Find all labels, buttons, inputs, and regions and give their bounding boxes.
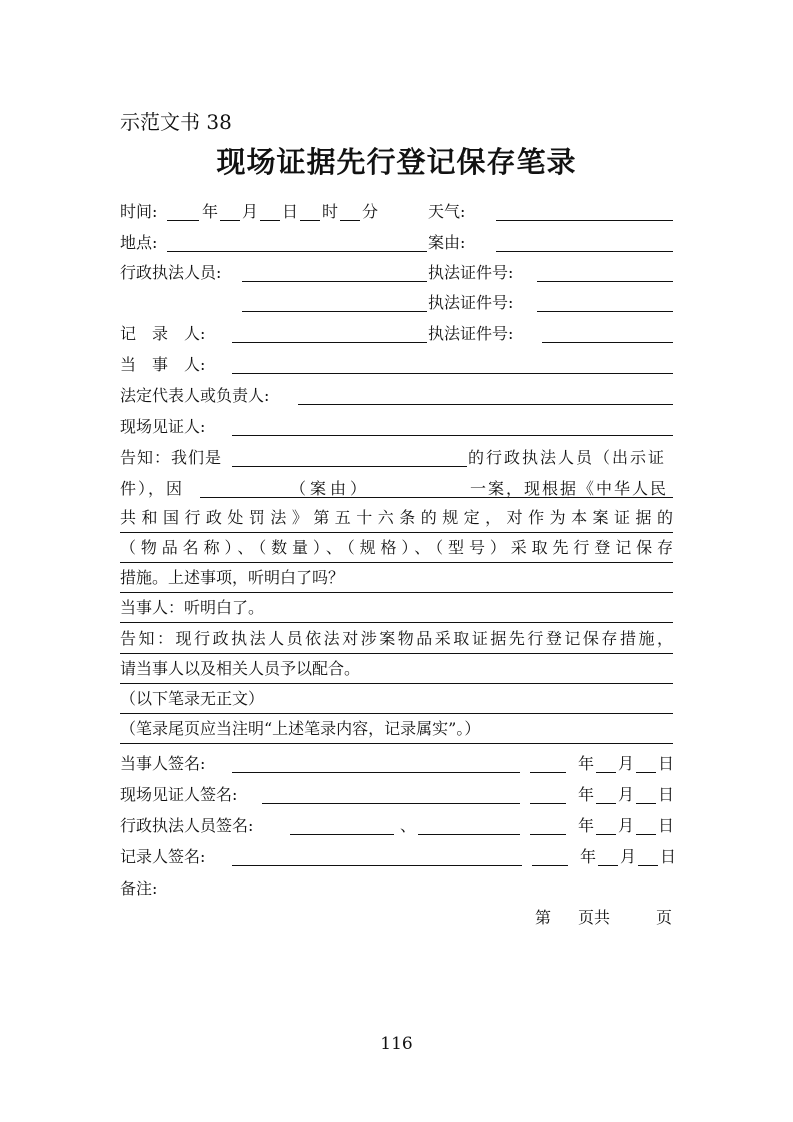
recorder-signature-row (120, 845, 677, 869)
recorder-field[interactable] (232, 342, 427, 343)
sign-day-field[interactable] (638, 865, 658, 866)
time-label: 时间: (120, 202, 158, 221)
party-signature-label: 当事人签名: (120, 754, 206, 773)
case-cause-hint: （案由） (290, 479, 371, 498)
officer-signature-field-2[interactable] (418, 834, 520, 835)
notice-line-2 (120, 477, 673, 501)
cause-field[interactable] (496, 251, 673, 252)
witness-signature-field[interactable] (262, 803, 520, 804)
closing-note: （笔录尾页应当注明“上述笔录内容，记录属实”。） (120, 717, 673, 744)
legal-rep-field[interactable] (298, 404, 673, 405)
witness-signature-label: 现场见证人签名: (120, 785, 238, 804)
year-label: 年 (578, 754, 595, 773)
agency-field[interactable] (232, 466, 467, 467)
cause-label: 案由: (428, 233, 466, 252)
month-label: 月 (618, 754, 635, 773)
day-label: 日 (658, 785, 675, 804)
place-field[interactable] (167, 251, 427, 252)
cert-no-label: 执法证件号: (428, 263, 514, 282)
notice-line-5: 措施。上述事项，听明白了吗？ (120, 566, 673, 593)
recorder-signature-label: 记录人签名: (120, 847, 206, 866)
officers-label: 行政执法人员: (120, 263, 222, 282)
cert-no-field-2[interactable] (537, 311, 673, 312)
cert-no-label: 执法证件号: (428, 324, 514, 343)
sign-year-field[interactable] (530, 772, 566, 773)
page-of-di: 第 (535, 908, 552, 927)
sign-month-field[interactable] (598, 865, 618, 866)
remarks-label: 备注: (120, 879, 158, 898)
party-row (120, 353, 673, 377)
witness-row (120, 415, 673, 439)
day-label: 日 (658, 754, 675, 773)
recorder-signature-field[interactable] (232, 865, 522, 866)
month-label: 月 (242, 202, 259, 221)
month-field[interactable] (220, 220, 240, 221)
sign-day-field[interactable] (636, 772, 656, 773)
sign-year-field[interactable] (532, 865, 568, 866)
officer-field-2[interactable] (242, 311, 427, 312)
page-of-gong: 页共 (578, 908, 611, 927)
year-label: 年 (202, 202, 219, 221)
witness-field[interactable] (232, 435, 673, 436)
recorder-label: 记 录 人: (120, 324, 206, 343)
cert-no-field-3[interactable] (542, 342, 673, 343)
place-label: 地点: (120, 233, 158, 252)
month-label: 月 (620, 847, 637, 866)
notice-line-7: 告知：现行政执法人员依法对涉案物品采取证据先行登记保存措施， (120, 627, 673, 654)
officer-signature-field-1[interactable] (290, 834, 394, 835)
minute-label: 分 (362, 202, 379, 221)
time-row (120, 200, 673, 224)
notice-line-3: 共和国行政处罚法》第五十六条的规定，对作为本案证据的 (120, 506, 673, 533)
notice-text: 的行政执法人员（出示证 (468, 448, 667, 467)
witness-label: 现场见证人: (120, 417, 206, 436)
no-text-below: （以下笔录无正文） (120, 687, 673, 714)
party-signature-field[interactable] (232, 772, 520, 773)
legal-rep-label: 法定代表人或负责人: (120, 386, 270, 405)
day-label: 日 (658, 816, 675, 835)
party-reply: 当事人：听明白了。 (120, 596, 673, 623)
notice-text: 件），因 (120, 479, 185, 498)
notice-line-8: 请当事人以及相关人员予以配合。 (120, 657, 673, 684)
year-label: 年 (580, 847, 597, 866)
cert-no-field-1[interactable] (537, 281, 673, 282)
sign-month-field[interactable] (596, 772, 616, 773)
notice-line-1 (120, 446, 673, 470)
weather-field[interactable] (496, 220, 673, 221)
sign-day-field[interactable] (636, 834, 656, 835)
legal-rep-row (120, 384, 673, 408)
day-label: 日 (282, 202, 299, 221)
remarks-row (120, 877, 673, 901)
sign-year-field[interactable] (530, 834, 566, 835)
notice-text: 告知：我们是 (120, 448, 223, 467)
month-label: 月 (618, 816, 635, 835)
sign-day-field[interactable] (636, 803, 656, 804)
minute-field[interactable] (340, 220, 360, 221)
sign-month-field[interactable] (596, 803, 616, 804)
sign-year-field[interactable] (530, 803, 566, 804)
officer-field-1[interactable] (242, 281, 427, 282)
officers-signature-row (120, 814, 673, 838)
party-label: 当 事 人: (120, 355, 206, 374)
page-of-ye: 页 (656, 908, 673, 927)
day-label: 日 (660, 847, 677, 866)
month-label: 月 (618, 785, 635, 804)
party-signature-row (120, 752, 673, 776)
cert-no-label: 执法证件号: (428, 293, 514, 312)
party-field[interactable] (232, 373, 673, 374)
recorder-row (120, 322, 673, 346)
officers-signature-label: 行政执法人员签名: (120, 816, 254, 835)
page-title: 现场证据先行登记保存笔录 (216, 145, 577, 179)
sign-month-field[interactable] (596, 834, 616, 835)
hour-field[interactable] (300, 220, 320, 221)
day-field[interactable] (260, 220, 280, 221)
hour-label: 时 (322, 202, 339, 221)
document-number: 示范文书 38 (120, 110, 232, 134)
separator: 、 (400, 816, 417, 835)
page-number: 116 (380, 1034, 413, 1054)
year-label: 年 (578, 785, 595, 804)
witness-signature-row (120, 783, 673, 807)
notice-line-4: （物品名称）、（数量）、（规格）、（型号）采取先行登记保存 (120, 536, 673, 563)
officer-row-1 (120, 261, 673, 285)
weather-label: 天气: (428, 202, 466, 221)
place-row (120, 231, 673, 255)
notice-text: 一案，现根据《中华人民 (470, 479, 669, 498)
year-field[interactable] (167, 220, 199, 221)
officer-row-2 (120, 291, 673, 315)
year-label: 年 (578, 816, 595, 835)
page-of-row (120, 906, 673, 930)
